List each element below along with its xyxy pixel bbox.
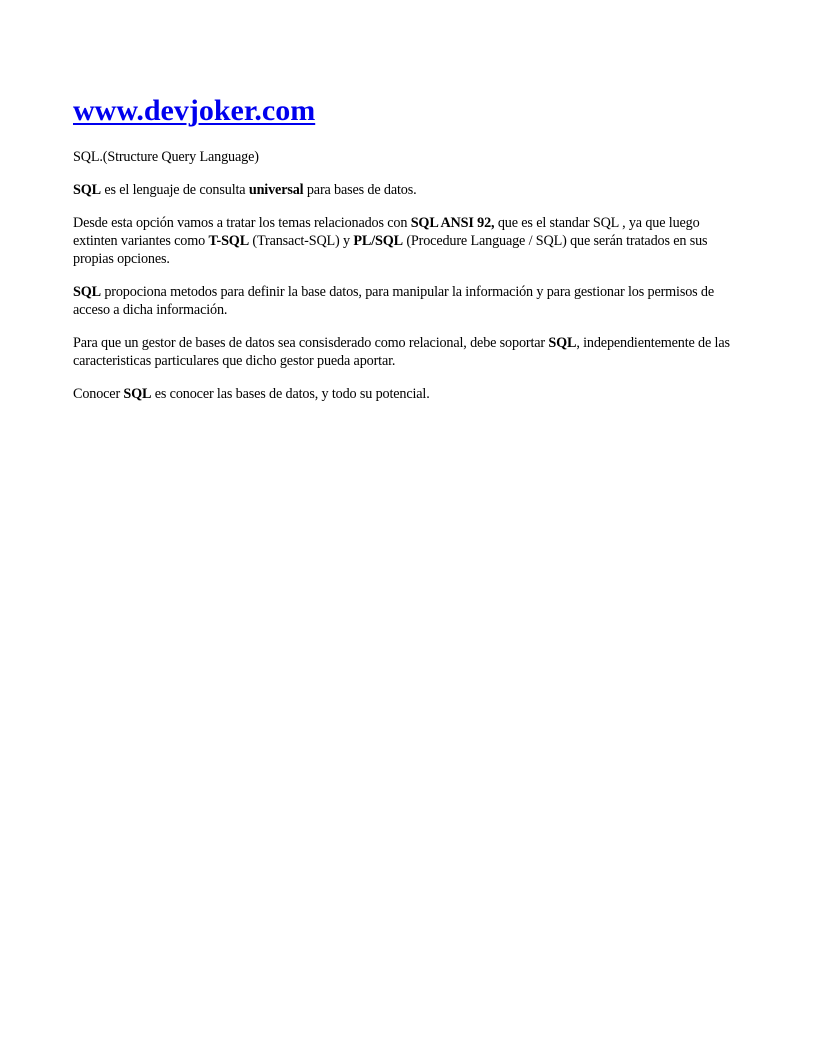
text-run: es conocer las bases de datos, y todo su potencial. bbox=[151, 386, 430, 402]
text-run: , independientemente de las caracteristicas particulares que dicho gestor pueda aportar. bbox=[73, 335, 730, 369]
text-run: (Transact-SQL) y bbox=[249, 233, 354, 249]
bold-term: SQL bbox=[73, 284, 101, 300]
site-link[interactable]: www.devjoker.com bbox=[73, 94, 316, 127]
paragraph-relational bbox=[73, 334, 738, 370]
text-run: es el lenguaje de consulta bbox=[100, 182, 249, 198]
bold-term: T-SQL bbox=[208, 233, 250, 249]
bold-term: SQL bbox=[548, 335, 577, 351]
paragraph-ansi bbox=[73, 214, 738, 268]
bold-term: PL/SQL bbox=[353, 233, 403, 249]
text-run: Desde esta opción vamos a tratar los temas relacionados con bbox=[73, 215, 411, 231]
bold-term: SQL bbox=[73, 182, 101, 198]
paragraph-conclusion bbox=[73, 385, 738, 403]
bold-term: SQL bbox=[123, 386, 152, 402]
text-run: (Procedure Language / SQL) que serán tratados en sus propias opciones. bbox=[73, 233, 708, 267]
text-run: Para que un gestor de bases de datos sea consisderado como relacional, debe soportar bbox=[73, 335, 549, 351]
paragraph-title bbox=[73, 148, 738, 166]
text-run: Conocer bbox=[73, 386, 124, 402]
bold-term: universal bbox=[248, 182, 304, 198]
bold-term: SQL ANSI 92, bbox=[410, 215, 495, 231]
text-run: que es el standar SQL , ya que luego extinten variantes como bbox=[73, 215, 700, 249]
text-run: propociona metodos para definir la base datos, para manipular la información y para gestionar los permisos de acceso a dicha información. bbox=[73, 284, 715, 318]
paragraph-methods bbox=[73, 283, 738, 319]
paragraph-title-text: SQL.(Structure Query Language) bbox=[73, 149, 259, 165]
text-run: para bases de datos. bbox=[303, 182, 417, 198]
paragraph-definition bbox=[73, 181, 738, 199]
document-page bbox=[73, 93, 738, 418]
